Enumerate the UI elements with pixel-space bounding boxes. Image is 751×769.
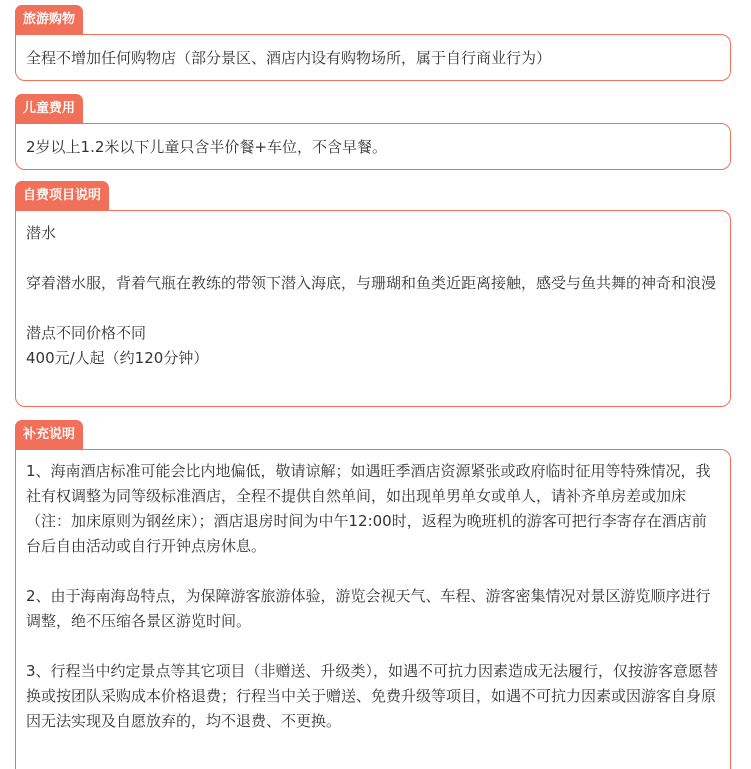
section-content-optional-items xyxy=(15,210,731,407)
note-item-1: 1、海南酒店标准可能会比内地偏低，敬请谅解；如遇旺季酒店资源紧张或政府临时征用等特殊情况，我社有权调整为同等级标准酒店，全程不提供自然单间，如出现单男单女或单人，请补齐单房差或加床（注：加床原则为钢丝床）；酒店退房时间为中午12:00时，返程为晚班机的游客可把行李寄存在酒店前台后自由活动或自行开钟点房休息。 xyxy=(26,462,711,555)
note-item-2: 2、由于海南海岛特点，为保障游客旅游体验，游览会视天气、车程、游客密集情况对景区游览顺序进行调整，绝不压缩各景区游览时间。 xyxy=(26,587,711,630)
section-content-child-fees xyxy=(15,123,731,170)
section-title-child-fees: 儿童费用 xyxy=(15,94,83,123)
optional-item-price: 400元/人起（约120分钟） xyxy=(26,349,209,367)
section-content-supplementary-notes xyxy=(15,449,731,769)
optional-item-name: 潜水 xyxy=(26,224,57,242)
child-fees-text: 2岁以上1.2米以下儿童只含半价餐+车位，不含早餐。 xyxy=(26,138,387,156)
section-content-shopping xyxy=(15,34,731,81)
note-item-3: 3、行程当中约定景点等其它项目（非赠送、升级类），如遇不可抗力因素造成无法履行，仅按游客意愿替换或按团队采购成本价格退费；行程当中关于赠送、免费升级等项目，如遇不可抗力因素或因游客自身原因无法实现及自愿放弃的，均不退费、不更换。 xyxy=(26,662,719,730)
shopping-text: 全程不增加任何购物店（部分景区、酒店内设有购物场所，属于自行商业行为） xyxy=(26,49,552,67)
optional-item-price-note: 潜点不同价格不同 xyxy=(26,324,147,342)
optional-item-description: 穿着潜水服，背着气瓶在教练的带领下潜入海底，与珊瑚和鱼类近距离接触，感受与鱼共舞的神奇和浪漫 xyxy=(26,274,717,292)
section-title-shopping: 旅游购物 xyxy=(15,5,83,34)
section-title-supplementary-notes: 补充说明 xyxy=(15,420,83,449)
section-title-optional-items: 自费项目说明 xyxy=(15,181,109,210)
